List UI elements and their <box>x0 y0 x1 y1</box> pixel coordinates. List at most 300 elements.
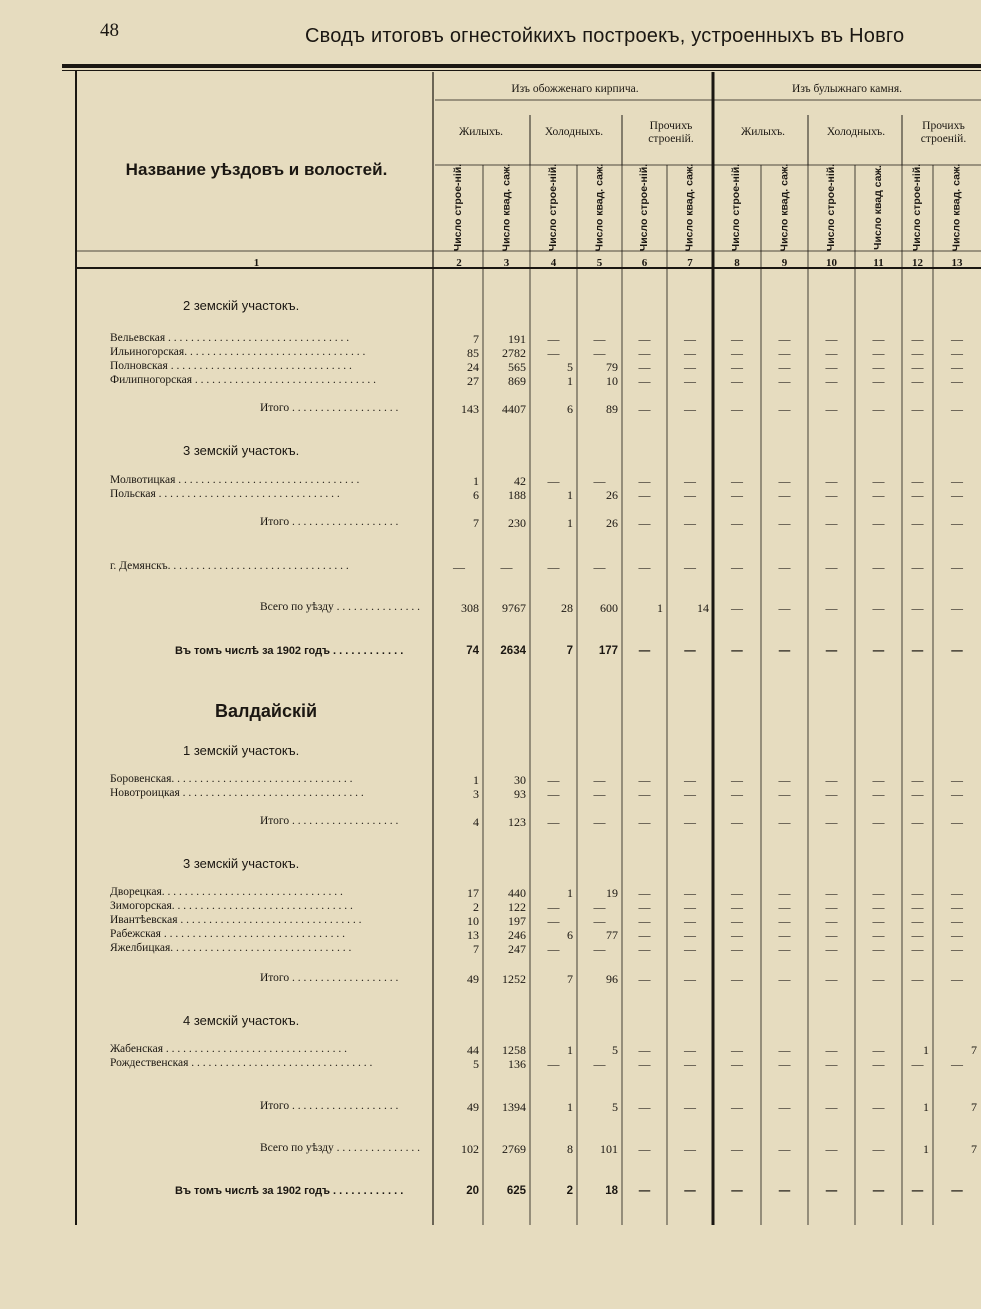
cell-value: — <box>731 560 743 574</box>
cell-value: — <box>684 332 696 346</box>
header-vertical-11 <box>859 165 899 250</box>
cell-value: — <box>911 928 924 942</box>
cell-value: — <box>547 332 560 346</box>
cell-value: — <box>825 1185 838 1197</box>
cell-value: 600 <box>600 601 618 615</box>
cell-value: 869 <box>508 374 526 388</box>
cell-value: 1 <box>567 516 573 530</box>
cell-value: 2 <box>473 900 479 914</box>
header-vertical-label: Число строе-ній. <box>452 163 465 252</box>
cell-value: — <box>731 773 743 787</box>
cell-value: 5 <box>473 1057 479 1071</box>
cell-value: — <box>731 402 743 416</box>
cell-value: — <box>778 1142 791 1156</box>
column-number: 12 <box>912 257 923 269</box>
cell-value: 6 <box>567 402 573 416</box>
cell-value: — <box>872 360 885 374</box>
cell-value: — <box>951 374 963 388</box>
cell-value: — <box>593 900 606 914</box>
cell-value: — <box>825 1100 838 1114</box>
cell-value: — <box>825 1142 838 1156</box>
cell-value: — <box>951 1057 963 1071</box>
cell-value: — <box>872 402 885 416</box>
header-vertical-10 <box>812 165 852 250</box>
cell-value: — <box>638 787 651 801</box>
cell-value: 7 <box>971 1043 977 1057</box>
header-vertical-label: Число квад. саж. <box>593 163 605 252</box>
row-name: Жабенская . . . . . . . . . . . . . . . . . . . . . . . . . . . . . . . . <box>110 1043 347 1055</box>
cell-value: — <box>825 360 838 374</box>
cell-value: — <box>872 1100 885 1114</box>
cell-value: 26 <box>606 488 618 502</box>
header-sub-cold-2: Холодныхъ. <box>826 126 886 138</box>
cell-value: — <box>872 773 885 787</box>
cell-value: 6 <box>567 928 573 942</box>
header-sub-dwelling-2: Жилыхъ. <box>740 126 786 138</box>
cell-value: — <box>911 815 924 829</box>
cell-value: — <box>684 402 696 416</box>
header-sub-dwelling-1: Жилыхъ. <box>458 126 504 138</box>
header-vertical-13 <box>937 165 977 250</box>
cell-value: — <box>911 601 924 615</box>
row-name: Ильиногорская. . . . . . . . . . . . . . . . . . . . . . . . . . . . . . . . <box>110 346 366 358</box>
cell-value: — <box>778 402 791 416</box>
cell-value: — <box>638 516 651 530</box>
cell-value: — <box>825 374 838 388</box>
cell-value: 5 <box>612 1043 618 1057</box>
cell-value: — <box>778 360 791 374</box>
cell-value: 2782 <box>502 346 526 360</box>
cell-value: 7 <box>473 516 479 530</box>
cell-value: — <box>911 360 924 374</box>
cell-value: — <box>872 900 885 914</box>
cell-value: — <box>951 516 963 530</box>
cell-value: — <box>547 474 560 488</box>
cell-value: — <box>593 1057 606 1071</box>
cell-value: — <box>684 488 696 502</box>
cell-value: 30 <box>514 773 526 787</box>
cell-value: 7 <box>567 972 573 986</box>
cell-value: — <box>593 942 606 956</box>
cell-value: — <box>825 942 838 956</box>
header-vertical-label: Число квад саж. <box>872 165 885 250</box>
cell-value: — <box>638 474 651 488</box>
cell-value: 565 <box>508 360 526 374</box>
total-label: Итого . . . . . . . . . . . . . . . . . . . <box>260 1100 399 1112</box>
cell-value: 77 <box>606 928 618 942</box>
cell-value: — <box>911 332 924 346</box>
cell-value: 18 <box>605 1185 618 1197</box>
cell-value: — <box>731 474 743 488</box>
total-label: Всего по уѣзду . . . . . . . . . . . . . . . <box>260 601 421 613</box>
cell-value: 1 <box>473 474 479 488</box>
header-vertical-label: Число строе-ній. <box>638 163 650 252</box>
cell-value: — <box>731 815 743 829</box>
cell-value: 19 <box>606 886 618 900</box>
cell-value: — <box>872 972 885 986</box>
cell-value: — <box>951 601 963 615</box>
cell-value: — <box>778 516 791 530</box>
cell-value: — <box>638 886 651 900</box>
cell-value: — <box>951 488 963 502</box>
cell-value: — <box>778 928 791 942</box>
cell-value: — <box>778 787 791 801</box>
cell-value: — <box>778 773 791 787</box>
cell-value: — <box>778 914 791 928</box>
page-number: 48 <box>100 20 119 41</box>
cell-value: — <box>731 914 743 928</box>
cell-value: — <box>778 645 791 657</box>
cell-value: — <box>911 886 924 900</box>
cell-value: — <box>825 928 838 942</box>
header-vertical-label: Число квад. саж. <box>683 163 696 252</box>
cell-value: — <box>872 886 885 900</box>
cell-value: — <box>638 900 651 914</box>
cell-value: — <box>547 942 560 956</box>
cell-value: 1 <box>923 1142 929 1156</box>
cell-value: — <box>911 560 924 574</box>
cell-value: — <box>951 402 963 416</box>
column-number: 1 <box>253 257 260 269</box>
cell-value: — <box>825 346 838 360</box>
total-label: Итого . . . . . . . . . . . . . . . . . . . <box>260 516 399 528</box>
cell-value: 5 <box>612 1100 618 1114</box>
cell-value: — <box>951 346 963 360</box>
cell-value: — <box>872 332 885 346</box>
header-vertical-7 <box>670 165 710 250</box>
cell-value: — <box>547 1057 560 1071</box>
cell-value: — <box>593 815 606 829</box>
cell-value: — <box>911 942 924 956</box>
cell-value: — <box>731 1142 743 1156</box>
cell-value: — <box>593 332 606 346</box>
cell-value: — <box>684 374 696 388</box>
cell-value: 4 <box>473 815 479 829</box>
cell-value: — <box>951 928 963 942</box>
cell-value: — <box>500 560 513 574</box>
cell-value: — <box>911 516 924 530</box>
column-number: 13 <box>951 257 963 269</box>
row-name: Молвотицкая . . . . . . . . . . . . . . . . . . . . . . . . . . . . . . . . <box>110 474 360 486</box>
cell-value: — <box>638 773 651 787</box>
header-group-stone: Изъ булыжнаго камня. <box>792 83 902 95</box>
column-number: 8 <box>734 257 740 269</box>
cell-value: — <box>593 474 606 488</box>
cell-value: — <box>684 516 696 530</box>
cell-value: — <box>872 645 885 657</box>
row-name: Зимогорская. . . . . . . . . . . . . . . . . . . . . . . . . . . . . . . . <box>110 900 353 912</box>
cell-value: — <box>872 914 885 928</box>
cell-value: — <box>872 1057 885 1071</box>
cell-value: — <box>825 1043 838 1057</box>
cell-value: — <box>778 560 791 574</box>
cell-value: 188 <box>508 488 526 502</box>
column-number: 7 <box>687 257 693 269</box>
header-vertical-label: Число строе-ній. <box>825 163 837 252</box>
cell-value: — <box>911 1185 924 1197</box>
cell-value: — <box>872 1185 885 1197</box>
cell-value: — <box>731 645 743 657</box>
cell-value: — <box>951 360 963 374</box>
cell-value: 9767 <box>502 601 526 615</box>
cell-value: — <box>872 346 885 360</box>
cell-value: — <box>825 773 838 787</box>
row-name: Вельевская . . . . . . . . . . . . . . . . . . . . . . . . . . . . . . . . <box>110 332 350 344</box>
cell-value: 2634 <box>500 645 526 657</box>
cell-value: 1 <box>567 886 573 900</box>
section-heading: 2 земскій участокъ. <box>183 298 300 313</box>
cell-value: — <box>911 900 924 914</box>
cell-value: — <box>911 374 924 388</box>
cell-value: 197 <box>508 914 526 928</box>
header-group-brick: Изъ обожженаго кирпича. <box>511 83 639 95</box>
cell-value: — <box>951 787 963 801</box>
cell-value: — <box>872 1043 885 1057</box>
total-label: Въ томъ числѣ за 1902 годъ . . . . . . . . . . . . <box>175 645 404 657</box>
cell-value: — <box>593 346 606 360</box>
cell-value: — <box>825 787 838 801</box>
cell-value: 20 <box>466 1185 479 1197</box>
cell-value: — <box>731 928 743 942</box>
cell-value: — <box>778 1043 791 1057</box>
cell-value: — <box>778 332 791 346</box>
cell-value: — <box>911 773 924 787</box>
cell-value: 24 <box>467 360 479 374</box>
section-heading: 1 земскій участокъ. <box>183 743 300 758</box>
cell-value: — <box>593 787 606 801</box>
cell-value: 1 <box>657 601 663 615</box>
cell-value: — <box>638 360 651 374</box>
cell-value: — <box>778 886 791 900</box>
cell-value: 308 <box>461 601 479 615</box>
header-vertical-8 <box>717 165 757 250</box>
column-number: 5 <box>596 257 603 269</box>
cell-value: — <box>825 601 838 615</box>
column-number: 3 <box>503 257 510 269</box>
header-sub-other-2: Прочихъ строеній. <box>920 120 967 145</box>
cell-value: — <box>778 1057 791 1071</box>
cell-value: 44 <box>467 1043 479 1057</box>
cell-value: — <box>911 787 924 801</box>
column-number: 4 <box>550 257 557 269</box>
cell-value: — <box>684 914 696 928</box>
cell-value: — <box>825 815 838 829</box>
cell-value: — <box>593 914 606 928</box>
cell-value: — <box>638 914 651 928</box>
cell-value: 3 <box>473 787 479 801</box>
cell-value: 7 <box>971 1142 977 1156</box>
cell-value: — <box>684 773 696 787</box>
cell-value: 2 <box>566 1185 573 1197</box>
section-heading: 3 земскій участокъ. <box>183 443 300 458</box>
cell-value: 1 <box>567 1100 573 1114</box>
cell-value: — <box>951 1185 963 1197</box>
row-name: Рабежская . . . . . . . . . . . . . . . . . . . . . . . . . . . . . . . . <box>110 928 345 940</box>
cell-value: 28 <box>561 601 573 615</box>
cell-value: — <box>684 360 696 374</box>
row-name: Рождественская . . . . . . . . . . . . . . . . . . . . . . . . . . . . . . . . <box>110 1057 373 1069</box>
cell-value: — <box>684 972 696 986</box>
row-name: Боровенская. . . . . . . . . . . . . . . . . . . . . . . . . . . . . . . . <box>110 773 353 785</box>
cell-value: — <box>638 1043 651 1057</box>
cell-value: — <box>593 773 606 787</box>
cell-value: — <box>731 1185 743 1197</box>
cell-value: 246 <box>508 928 526 942</box>
cell-value: — <box>872 942 885 956</box>
cell-value: 1394 <box>502 1100 526 1114</box>
total-label: Въ томъ числѣ за 1902 годъ . . . . . . . . . . . . <box>175 1185 404 1197</box>
header-vertical-label: Число строе-ній. <box>547 163 559 252</box>
cell-value: — <box>731 346 743 360</box>
cell-value: 42 <box>514 474 526 488</box>
cell-value: — <box>951 972 963 986</box>
cell-value: — <box>593 560 606 574</box>
cell-value: — <box>825 972 838 986</box>
cell-value: — <box>638 346 651 360</box>
cell-value: — <box>547 346 560 360</box>
cell-value: — <box>951 914 963 928</box>
total-label: Итого . . . . . . . . . . . . . . . . . . . <box>260 972 399 984</box>
cell-value: 191 <box>508 332 526 346</box>
total-label: Итого . . . . . . . . . . . . . . . . . . . <box>260 815 399 827</box>
cell-value: 1 <box>473 773 479 787</box>
cell-value: — <box>731 488 743 502</box>
row-name: Новотроицкая . . . . . . . . . . . . . . . . . . . . . . . . . . . . . . . . <box>110 787 364 799</box>
cell-value: — <box>684 346 696 360</box>
cell-value: — <box>731 886 743 900</box>
column-number: 10 <box>826 257 837 269</box>
header-vertical-label: Число строе-ній. <box>730 163 743 252</box>
column-number: 6 <box>641 257 648 269</box>
cell-value: — <box>731 1043 743 1057</box>
cell-value: — <box>911 474 924 488</box>
cell-value: 230 <box>508 516 526 530</box>
cell-value: — <box>825 900 838 914</box>
cell-value: — <box>638 972 651 986</box>
cell-value: — <box>825 402 838 416</box>
cell-value: 8 <box>567 1142 573 1156</box>
cell-value: 14 <box>697 601 709 615</box>
cell-value: — <box>911 972 924 986</box>
cell-value: — <box>778 972 791 986</box>
cell-value: — <box>872 787 885 801</box>
cell-value: 1258 <box>502 1043 526 1057</box>
header-vertical-9 <box>765 165 805 250</box>
cell-value: 625 <box>506 1185 526 1197</box>
cell-value: — <box>872 928 885 942</box>
cell-value: — <box>951 900 963 914</box>
row-name: г. Демянскъ. . . . . . . . . . . . . . . . . . . . . . . . . . . . . . . . <box>110 560 349 572</box>
cell-value: 440 <box>508 886 526 900</box>
cell-value: 6 <box>473 488 479 502</box>
cell-value: — <box>951 645 963 657</box>
cell-value: 1 <box>923 1043 929 1057</box>
cell-value: 93 <box>514 787 526 801</box>
cell-value: 1 <box>923 1100 929 1114</box>
cell-value: — <box>731 374 743 388</box>
row-name: Яжелбицкая. . . . . . . . . . . . . . . . . . . . . . . . . . . . . . . . <box>110 942 352 954</box>
cell-value: 17 <box>467 886 479 900</box>
cell-value: — <box>547 900 560 914</box>
cell-value: — <box>684 1100 696 1114</box>
total-label: Всего по уѣзду . . . . . . . . . . . . . . . <box>260 1142 421 1154</box>
cell-value: — <box>453 560 465 574</box>
county-heading: Валдайскій <box>215 701 318 721</box>
cell-value: — <box>731 972 743 986</box>
cell-value: — <box>684 1142 696 1156</box>
section-heading: 4 земскій участокъ. <box>183 1013 300 1028</box>
cell-value: — <box>638 815 651 829</box>
cell-value: — <box>951 815 963 829</box>
cell-value: — <box>547 560 560 574</box>
cell-value: 49 <box>467 972 479 986</box>
cell-value: — <box>911 914 924 928</box>
cell-value: — <box>547 787 560 801</box>
cell-value: — <box>872 560 885 574</box>
cell-value: — <box>778 601 791 615</box>
cell-value: — <box>778 942 791 956</box>
cell-value: 27 <box>467 374 479 388</box>
cell-value: 136 <box>508 1057 526 1071</box>
cell-value: — <box>825 332 838 346</box>
cell-value: — <box>825 474 838 488</box>
cell-value: — <box>951 332 963 346</box>
cell-value: — <box>778 1185 791 1197</box>
cell-value: — <box>911 1057 924 1071</box>
header-vertical-4 <box>534 165 574 250</box>
cell-value: — <box>825 1057 838 1071</box>
cell-value: 1 <box>567 488 573 502</box>
header-vertical-2 <box>439 165 479 250</box>
cell-value: — <box>731 601 743 615</box>
cell-value: — <box>684 1057 696 1071</box>
cell-value: 1 <box>567 1043 573 1057</box>
cell-value: — <box>872 815 885 829</box>
row-name: Полновская . . . . . . . . . . . . . . . . . . . . . . . . . . . . . . . . <box>110 360 352 372</box>
cell-value: — <box>825 645 838 657</box>
cell-value: 49 <box>467 1100 479 1114</box>
cell-value: — <box>825 516 838 530</box>
header-sub-cold-1: Холодныхъ. <box>544 126 604 138</box>
cell-value: 2769 <box>502 1142 526 1156</box>
cell-value: 89 <box>606 402 618 416</box>
cell-value: — <box>872 474 885 488</box>
cell-value: — <box>778 474 791 488</box>
cell-value: — <box>684 815 696 829</box>
page-title: Сводъ итоговъ огнестойкихъ построекъ, устроенныхъ въ Новго <box>305 25 905 47</box>
cell-value: 4407 <box>502 402 526 416</box>
cell-value: — <box>872 601 885 615</box>
cell-value: — <box>684 928 696 942</box>
header-vertical-label: Число квад. саж. <box>950 163 963 252</box>
cell-value: — <box>638 488 651 502</box>
cell-value: — <box>684 474 696 488</box>
cell-value: — <box>684 1043 696 1057</box>
cell-value: — <box>547 815 560 829</box>
cell-value: 7 <box>566 645 573 657</box>
cell-value: 143 <box>461 402 479 416</box>
cell-value: — <box>911 488 924 502</box>
cell-value: — <box>951 886 963 900</box>
cell-value: 247 <box>508 942 526 956</box>
cell-value: — <box>638 928 651 942</box>
cell-value: — <box>825 488 838 502</box>
cell-value: — <box>951 474 963 488</box>
cell-value: — <box>638 332 651 346</box>
cell-value: — <box>638 1142 651 1156</box>
cell-value: 7 <box>473 942 479 956</box>
cell-value: — <box>638 1057 651 1071</box>
